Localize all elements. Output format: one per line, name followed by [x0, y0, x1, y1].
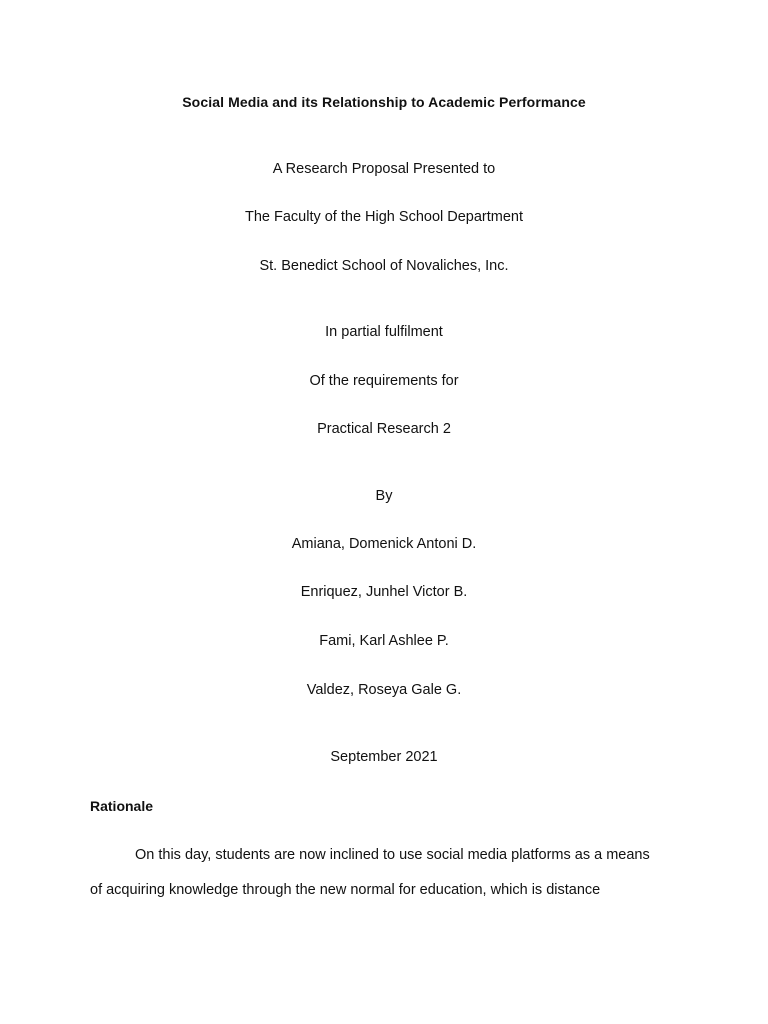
document-date: September 2021 [330, 749, 438, 765]
proposal-line: A Research Proposal Presented to [272, 161, 496, 177]
fulfilment-line: Practical Research 2 [317, 421, 451, 437]
proposal-line: The Faculty of the High School Department [244, 209, 524, 225]
author-name: Amiana, Domenick Antoni D. [291, 536, 477, 552]
rationale-heading: Rationale [90, 798, 154, 814]
rationale-line: On this day, students are now inclined to use social media platforms as a means [135, 847, 650, 863]
fulfilment-line: In partial fulfilment [325, 324, 443, 340]
author-name: Enriquez, Junhel Victor B. [300, 584, 468, 600]
fulfilment-line: Of the requirements for [309, 373, 459, 389]
author-name: Fami, Karl Ashlee P. [319, 633, 449, 649]
rationale-line: of acquiring knowledge through the new normal for education, which is distance [90, 882, 601, 898]
by-label: By [375, 488, 393, 504]
author-name: Valdez, Roseya Gale G. [306, 682, 462, 698]
document-title: Social Media and its Relationship to Academic Performance [182, 94, 586, 110]
proposal-line: St. Benedict School of Novaliches, Inc. [259, 258, 509, 274]
